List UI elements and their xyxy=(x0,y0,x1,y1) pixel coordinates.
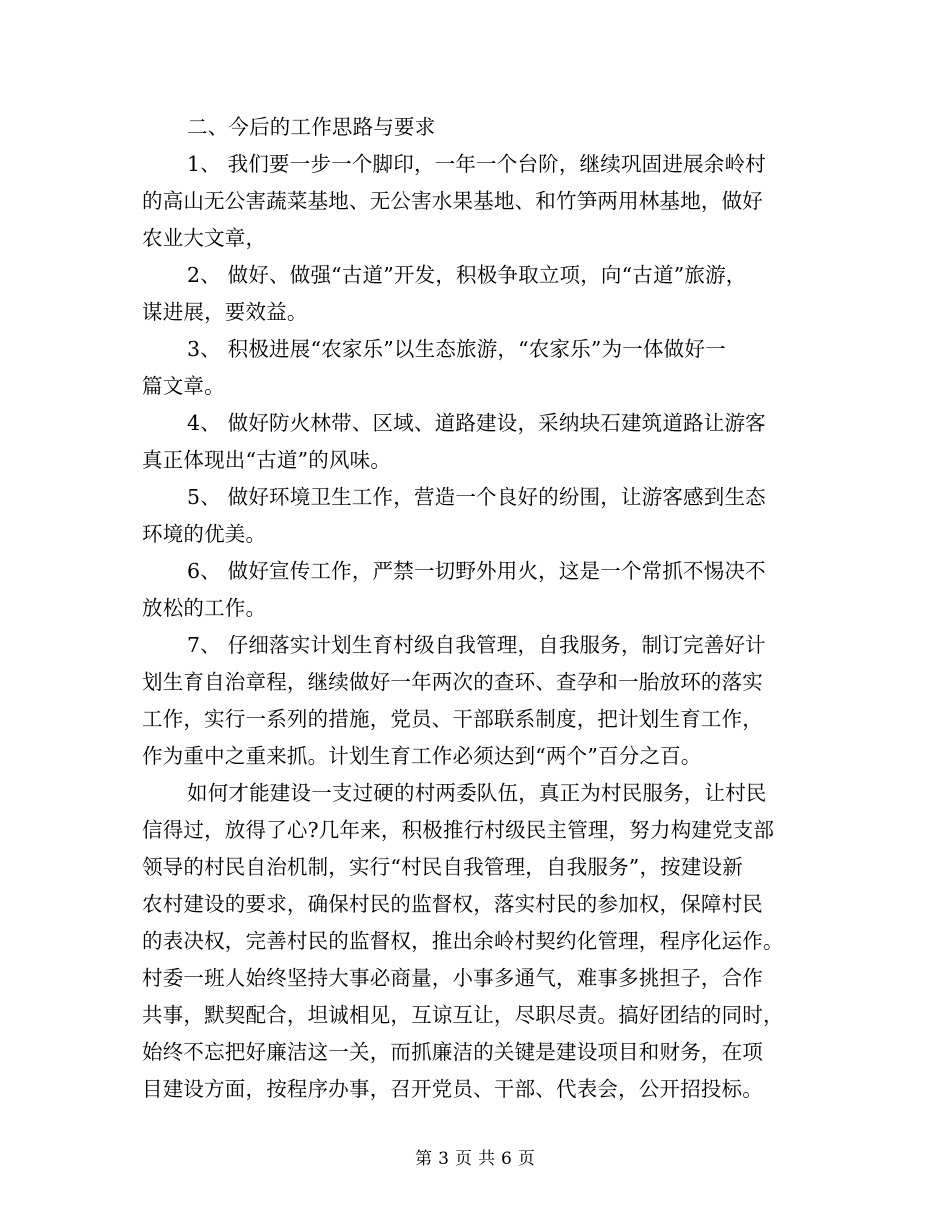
paragraph-line: 始终不忘把好廉洁这一关，而抓廉洁的关键是建设项目和财务，在项 xyxy=(142,1040,763,1064)
footer-total-label: 共 xyxy=(478,1149,495,1169)
paragraph-line: 真正体现出“古道”的风味。 xyxy=(142,448,392,472)
total-page-number: 6 xyxy=(501,1149,512,1169)
paragraph-line: 7、 仔细落实计划生育村级自我管理，自我服务，制订完善好计 xyxy=(187,633,766,657)
paragraph-line: 农村建设的要求，确保村民的监督权，落实村民的参加权，保障村民 xyxy=(142,892,763,916)
paragraph-line: 环境的优美。 xyxy=(142,522,267,546)
paragraph-line: 村委一班人始终坚持大事必商量，小事多通气，难事多挑担子，合作 xyxy=(142,966,763,990)
paragraph-line: 篇文章。 xyxy=(142,374,225,398)
paragraph-line: 的高山无公害蔬菜基地、无公害水果基地、和竹笋两用林基地，做好 xyxy=(142,189,763,213)
paragraph-line: 1、 我们要一步一个脚印，一年一个台阶，继续巩固进展余岭村 xyxy=(187,152,766,176)
paragraph-line: 3、 积极进展“农家乐”以生态旅游，“农家乐”为一体做好一 xyxy=(187,337,726,361)
paragraph-line: 划生育自治章程，继续做好一年两次的查环、查孕和一胎放环的落实 xyxy=(142,670,763,694)
paragraph-line: 放松的工作。 xyxy=(142,596,267,620)
page-footer xyxy=(0,1148,950,1170)
paragraph-line: 工作，实行一系列的措施，党员、干部联系制度，把计划生育工作， xyxy=(142,707,763,731)
footer-suffix: 页 xyxy=(517,1149,535,1169)
paragraph-line: 的表决权，完善村民的监督权，推出余岭村契约化管理，程序化运作。 xyxy=(142,929,784,953)
current-page-number: 3 xyxy=(438,1149,449,1169)
footer-page-label: 页 xyxy=(455,1149,472,1169)
paragraph-line: 领导的村民自治机制，实行“村民自我管理，自我服务”，按建设新 xyxy=(142,855,743,879)
section-heading: 二、今后的工作思路与要求 xyxy=(187,115,436,139)
paragraph-line: 4、 做好防火林带、区域、道路建设，采纳块石建筑道路让游客 xyxy=(187,411,766,435)
paragraph-line: 5、 做好环境卫生工作，营造一个良好的纷围，让游客感到生态 xyxy=(187,485,766,509)
footer-prefix: 第 xyxy=(415,1149,433,1169)
paragraph-line: 目建设方面，按程序办事，召开党员、干部、代表会，公开招投标。 xyxy=(142,1077,763,1101)
paragraph-line: 信得过，放得了心?几年来，积极推行村级民主管理，努力构建党支部 xyxy=(142,818,775,842)
paragraph-line: 共事，默契配合，坦诚相见，互谅互让，尽职尽责。搞好团结的同时， xyxy=(142,1003,784,1027)
paragraph-line: 谋进展，要效益。 xyxy=(142,300,308,324)
paragraph-line: 2、 做好、做强“古道”开发，积极争取立项，向“古道”旅游， xyxy=(187,263,747,287)
paragraph-line: 作为重中之重来抓。计划生育工作必须达到“两个”百分之百。 xyxy=(142,744,702,768)
paragraph-line: 农业大文章， xyxy=(142,226,267,250)
paragraph-line: 6、 做好宣传工作，严禁一切野外用火，这是一个常抓不惕决不 xyxy=(187,559,766,583)
paragraph-line: 如何才能建设一支过硬的村两委队伍，真正为村民服务，让村民 xyxy=(187,781,767,805)
